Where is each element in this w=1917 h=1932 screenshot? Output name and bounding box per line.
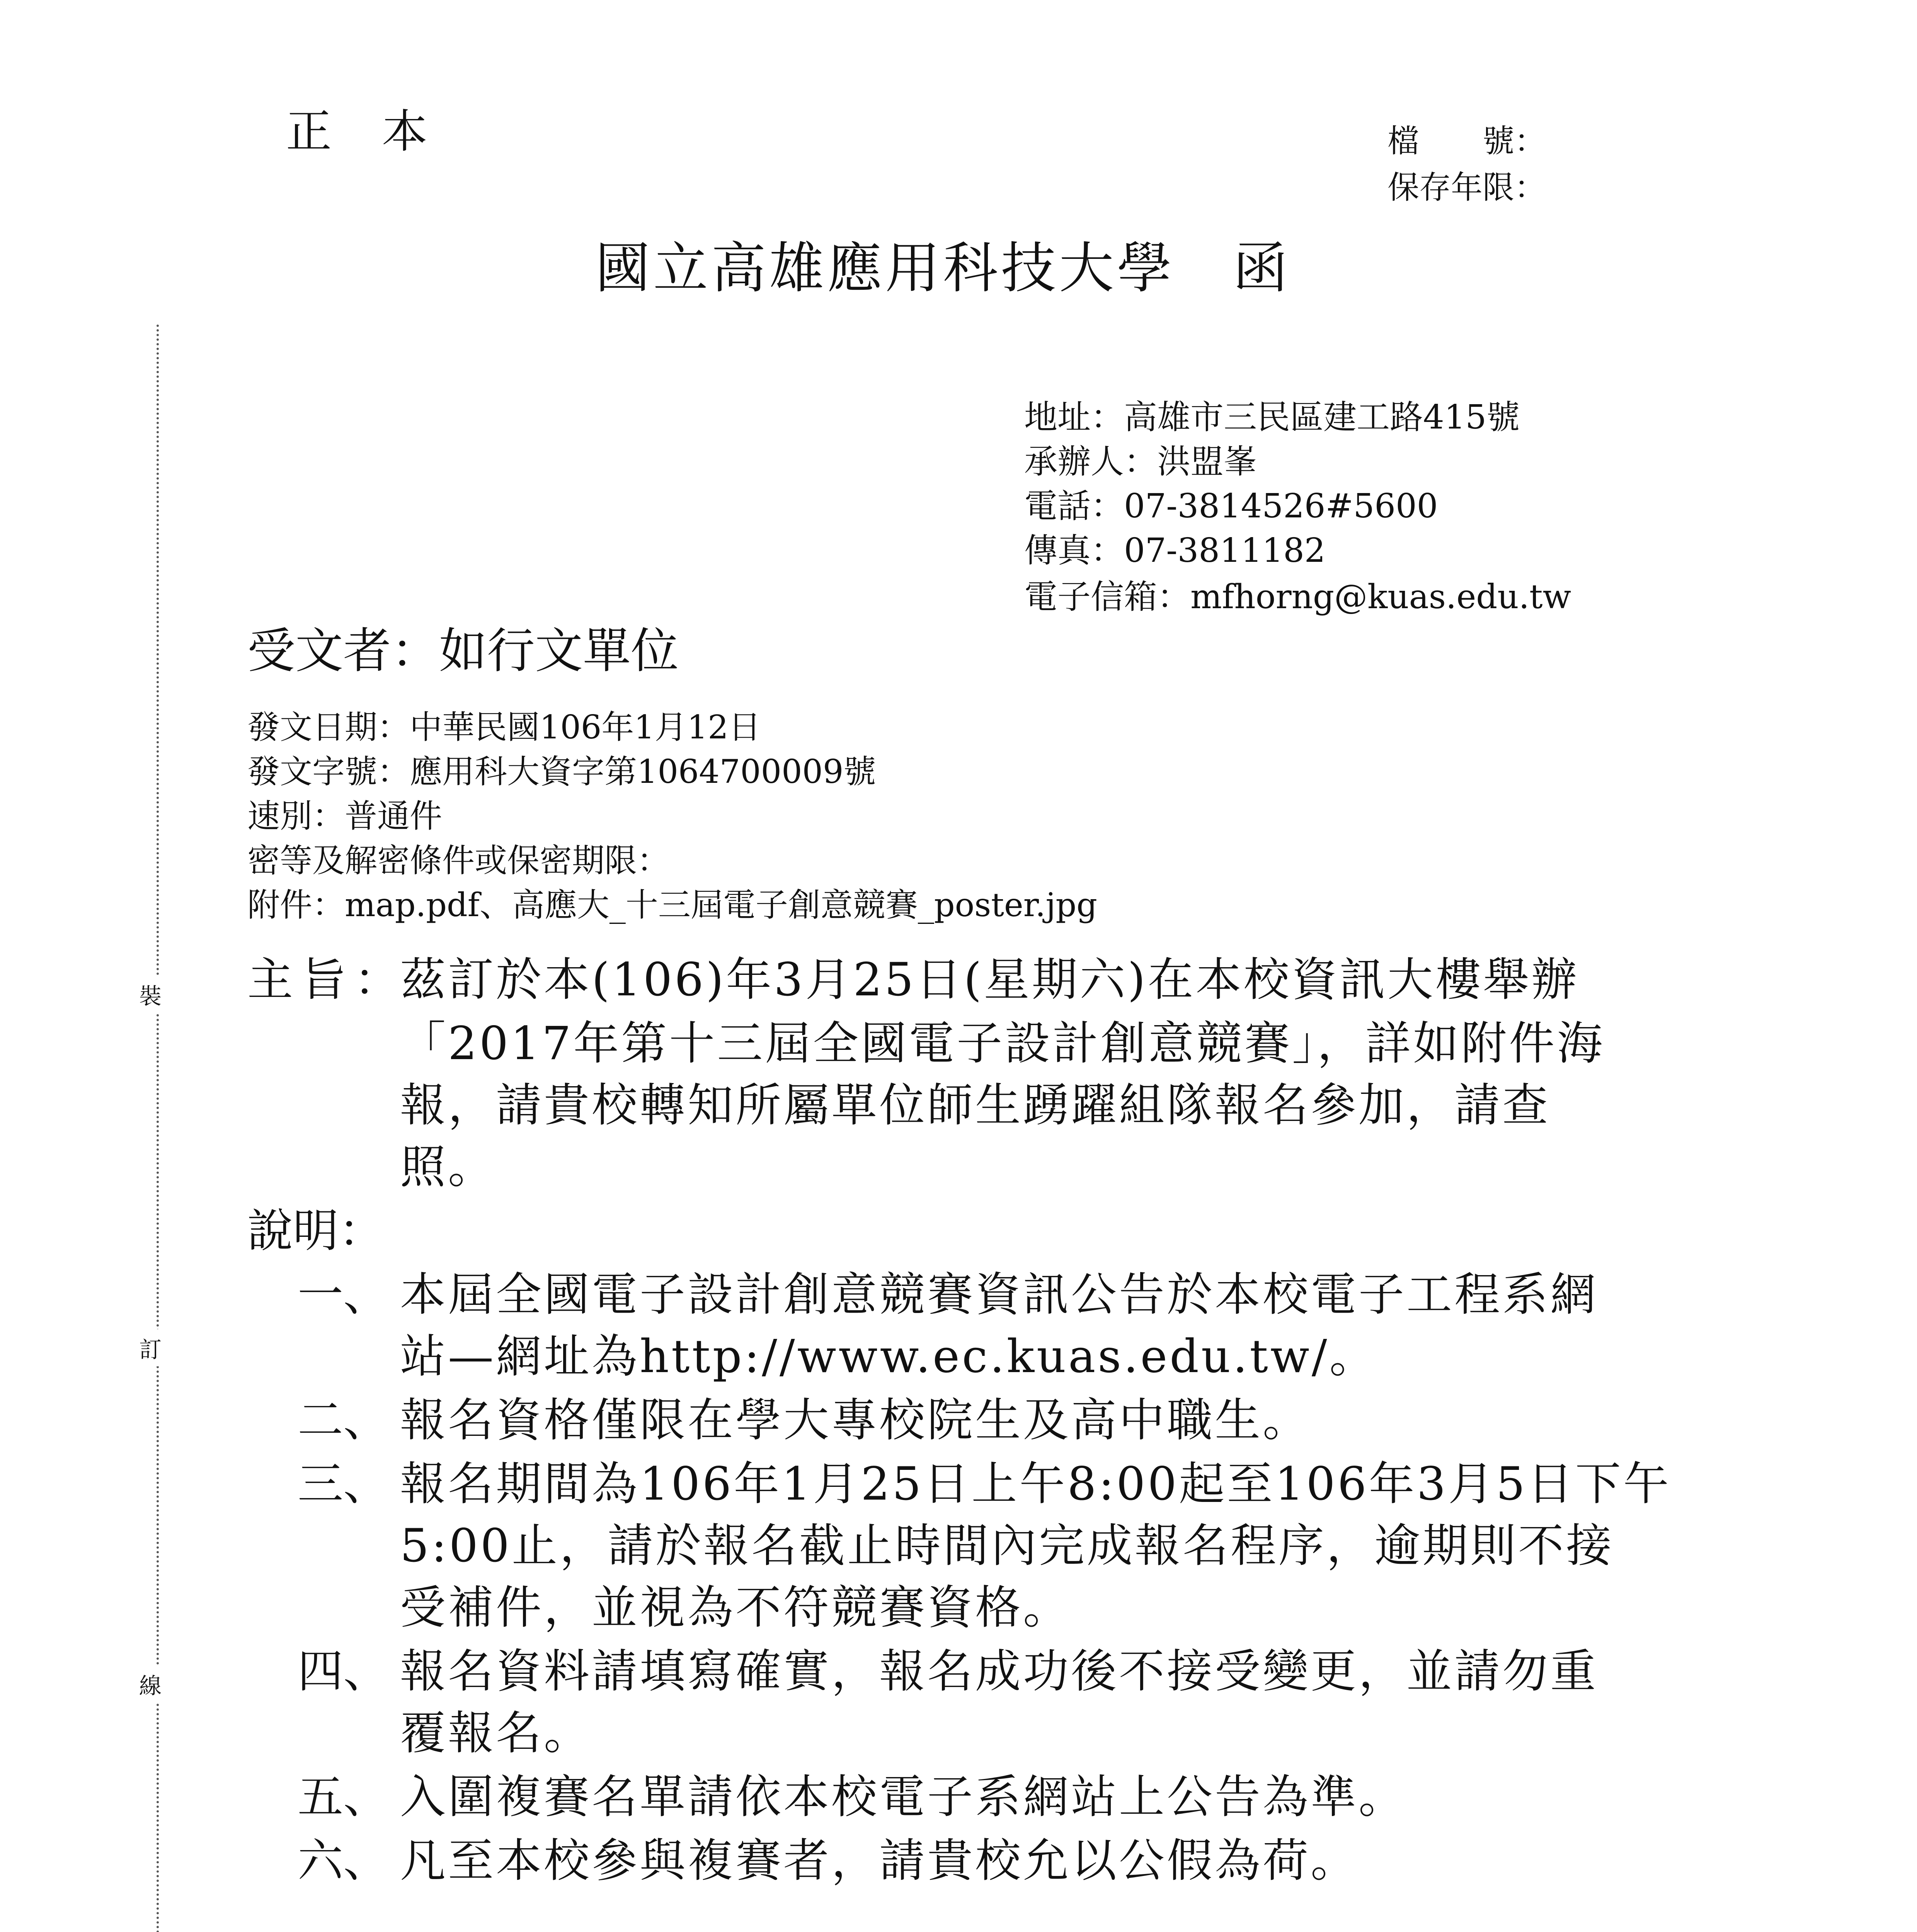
document-number: 發文字號：應用科大資字第1064700009號 — [247, 753, 876, 791]
classification: 密等及解密條件或保密期限： — [247, 842, 670, 879]
note-line: 受補件，並視為不符競賽資格。 — [400, 1581, 1071, 1634]
note-line: 報名期間為106年1月25日上午8:00起至106年3月5日下午 — [400, 1457, 1671, 1510]
fax: 傳真：07-3811182 — [1024, 531, 1326, 570]
subject-line: 照。 — [400, 1140, 496, 1194]
subject-line: 茲訂於本(106)年3月25日(星期六)在本校資訊大樓舉辦 — [400, 953, 1579, 1006]
note-line: 站—網址為http://www.ec.kuas.edu.tw/。 — [400, 1330, 1377, 1383]
note-line: 凡至本校參與複賽者，請貴校允以公假為荷。 — [400, 1834, 1359, 1887]
binding-mark-xian: 線 — [139, 1665, 162, 1702]
note-line: 報名資料請填寫確實，報名成功後不接受變更，並請勿重 — [400, 1645, 1599, 1698]
note-number: 三、 — [298, 1457, 389, 1510]
notes-label: 說明： — [247, 1204, 385, 1257]
binding-mark-ding: 訂 — [139, 1329, 162, 1366]
file-number-label: 檔 號： — [1388, 123, 1546, 160]
copy-type-label: 正本 — [286, 105, 478, 158]
attachments: 附件：map.pdf、高應大_十三屆電子創意競賽_poster.jpg — [247, 886, 1097, 924]
subject-line: 報，請貴校轉知所屬單位師生踴躍組隊報名參加，請查 — [400, 1078, 1551, 1132]
subject-label: 主旨： — [247, 953, 408, 1006]
note-number: 六、 — [298, 1834, 389, 1887]
note-line: 本屆全國電子設計創意競賽資訊公告於本校電子工程系網 — [400, 1268, 1599, 1321]
note-number: 二、 — [298, 1393, 389, 1447]
note-number: 一、 — [298, 1268, 389, 1321]
retention-period-label: 保存年限： — [1388, 169, 1546, 206]
handler: 承辦人：洪盟峯 — [1024, 442, 1257, 481]
phone: 電話：07-3814526#5600 — [1024, 487, 1438, 526]
delivery-speed: 速別：普通件 — [247, 797, 443, 835]
binding-mark-zhuang: 裝 — [139, 976, 162, 1013]
email: 電子信箱：mfhorng@kuas.edu.tw — [1024, 578, 1571, 616]
subject-line: 「2017年第十三屆全國電子設計創意競賽」，詳如附件海 — [400, 1017, 1605, 1070]
issue-date: 發文日期：中華民國106年1月12日 — [247, 708, 761, 746]
note-number: 五、 — [298, 1770, 389, 1823]
address: 地址：高雄市三民區建工路415號 — [1024, 398, 1520, 437]
recipient: 受文者：如行文單位 — [247, 623, 679, 679]
note-line: 入圍複賽名單請依本校電子系網站上公告為準。 — [400, 1770, 1407, 1823]
document-title: 國立高雄應用科技大學 函 — [595, 236, 1291, 300]
note-line: 5:00止，請於報名截止時間內完成報名程序，逾期則不接 — [400, 1519, 1614, 1572]
note-line: 報名資格僅限在學大專校院生及高中職生。 — [400, 1393, 1311, 1447]
note-line: 覆報名。 — [400, 1706, 592, 1760]
note-number: 四、 — [298, 1645, 389, 1698]
